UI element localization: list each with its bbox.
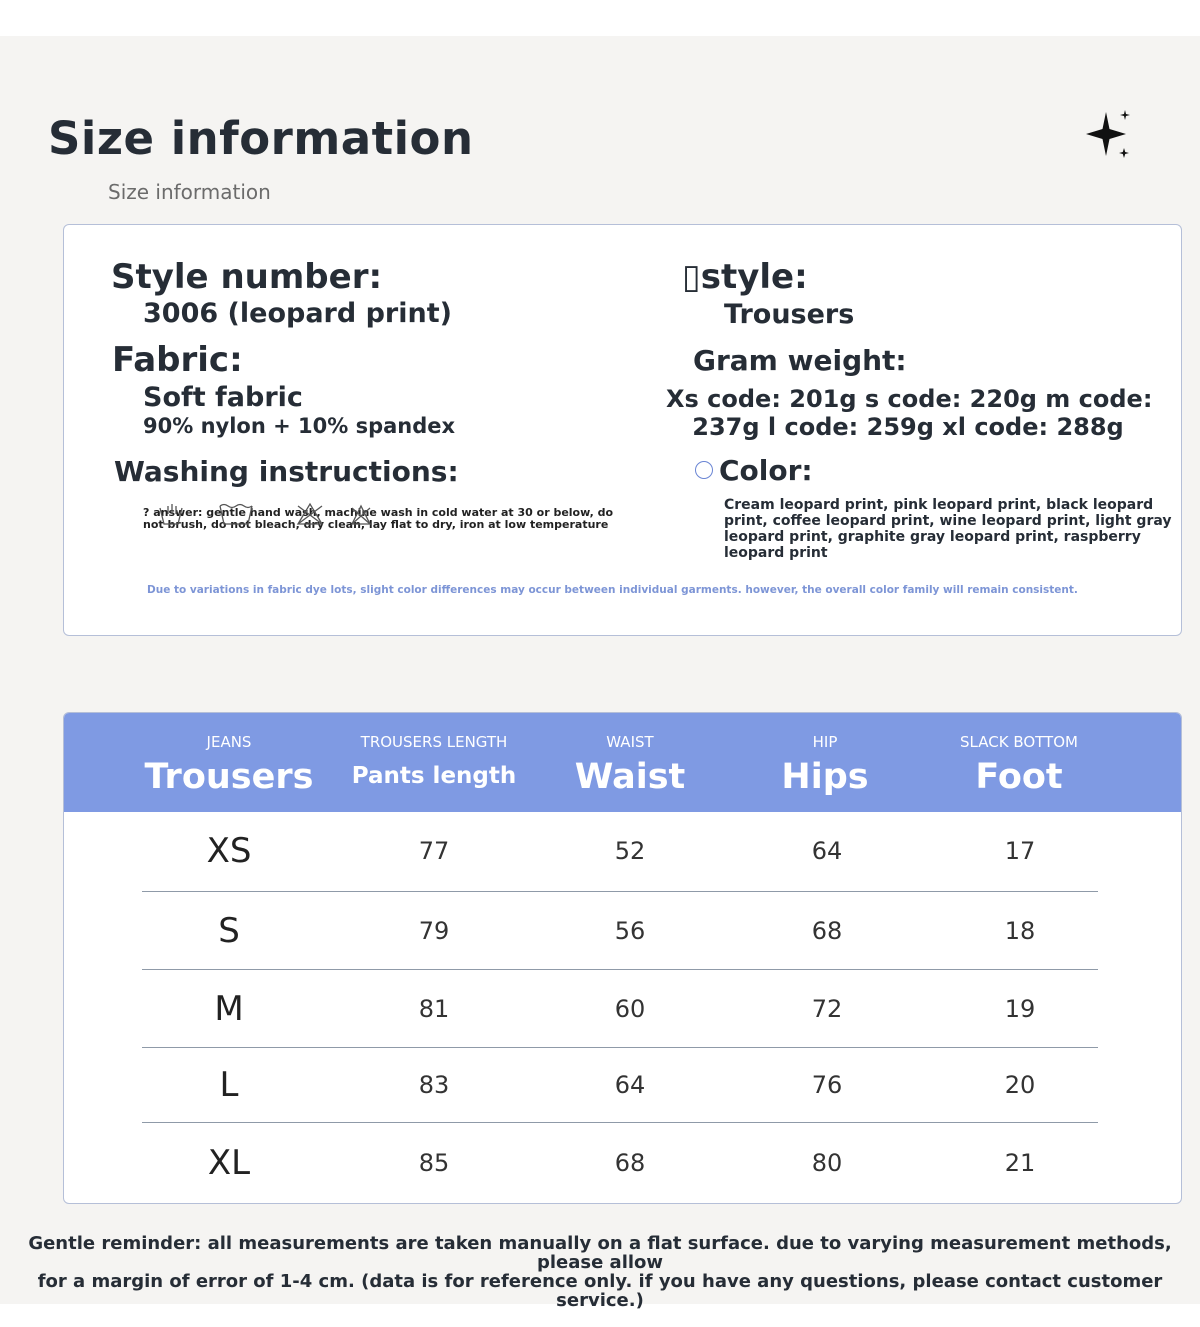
column-header-trousers	[129, 713, 329, 812]
sparkle-icon	[1080, 108, 1134, 162]
column-header-en: JEANS	[206, 733, 252, 751]
column-header-cn: Hips	[781, 757, 869, 797]
page-title: Size information	[48, 112, 474, 165]
column-header-en: TROUSERS LENGTH	[360, 733, 508, 751]
hips-cell: 72	[811, 995, 843, 1023]
fabric-label: Fabric:	[112, 340, 243, 380]
dry-clean-icon	[352, 506, 370, 524]
size-cell: M	[214, 989, 244, 1029]
size-cell: S	[218, 911, 240, 951]
reminder-line-1: Gentle reminder: all measurements are taken manually on a flat surface. due to varying measurement methods, please allow	[28, 1233, 1172, 1273]
waist-cell: 64	[614, 1071, 646, 1099]
column-header-cn: Trousers	[144, 757, 314, 797]
hips-cell: 68	[811, 917, 843, 945]
hips-cell: 80	[811, 1149, 843, 1177]
dye-lot-note: Due to variations in fabric dye lots, slight color differences may occur between individual garments. however, the overall color family will remain consistent.	[147, 584, 1078, 596]
wash-30-icon	[220, 505, 252, 525]
waist-cell: 52	[614, 837, 646, 865]
pants-length-cell: 81	[418, 995, 450, 1023]
reminder-line-2: for a margin of error of 1-4 cm. (data is for reference only. if you have any questions, please contact customer service.)	[37, 1271, 1163, 1311]
row-divider	[142, 1047, 1098, 1048]
waist-cell: 60	[614, 995, 646, 1023]
foot-cell: 17	[1004, 837, 1036, 865]
foot-cell: 21	[1004, 1149, 1036, 1177]
hand-wash-icon	[160, 504, 182, 524]
gentle-reminder	[0, 1234, 1200, 1310]
size-cell: XL	[207, 1143, 251, 1183]
column-header-en: HIP	[812, 733, 838, 751]
pants-length-cell: 79	[418, 917, 450, 945]
column-header-pants-length	[334, 713, 534, 812]
pants-length-cell: 85	[418, 1149, 450, 1177]
pants-length-cell: 83	[418, 1071, 450, 1099]
column-header-en: WAIST	[606, 733, 654, 751]
washing-symbols	[158, 500, 378, 528]
circle-icon	[695, 461, 713, 479]
column-header-en: SLACK BOTTOM	[960, 733, 1078, 751]
column-header-hips	[725, 713, 925, 812]
washing-label: Washing instructions:	[114, 455, 459, 488]
column-header-cn: Foot	[975, 757, 1063, 797]
size-cell: L	[219, 1065, 239, 1105]
fabric-value: Soft fabric	[143, 382, 303, 413]
no-bleach-icon	[298, 504, 322, 524]
row-divider	[142, 1122, 1098, 1123]
hips-cell: 64	[811, 837, 843, 865]
gram-weight-values	[666, 385, 1153, 441]
page-subtitle: Size information	[108, 180, 271, 204]
foot-cell: 20	[1004, 1071, 1036, 1099]
foot-cell: 18	[1004, 917, 1036, 945]
color-values: Cream leopard print, pink leopard print, black leopard print, coffee leopard print, wine leopard print, light gray leopard print, graphite gray leopard print, raspberry leopard print	[724, 497, 1172, 561]
size-table	[63, 712, 1182, 1204]
row-divider	[142, 891, 1098, 892]
gram-weight-line-2: 237g l code: 259g xl code: 288g	[692, 413, 1124, 441]
foot-cell: 19	[1004, 995, 1036, 1023]
size-cell: XS	[206, 831, 252, 871]
column-header-cn: Waist	[574, 757, 686, 797]
waist-cell: 56	[614, 917, 646, 945]
style-label: ▯style:	[682, 257, 808, 297]
style-number-value: 3006 (leopard print)	[143, 298, 452, 329]
column-header-cn: Pants length	[351, 763, 517, 789]
row-divider	[142, 969, 1098, 970]
color-label: Color:	[719, 454, 813, 487]
gram-weight-line-1: Xs code: 201g s code: 220g m code:	[666, 385, 1153, 413]
column-header-foot	[919, 713, 1119, 812]
fabric-composition: 90% nylon + 10% spandex	[143, 414, 456, 438]
style-number-label: Style number:	[111, 257, 383, 297]
pants-length-cell: 77	[418, 837, 450, 865]
washing-text: ? answer: gentle hand wash, machine wash in cold water at 30 or below, do not brush, do not bleach, dry clean, lay flat to dry, iron at low temperature	[143, 506, 614, 531]
waist-cell: 68	[614, 1149, 646, 1177]
size-table-header	[64, 713, 1181, 812]
gram-weight-label: Gram weight:	[693, 344, 907, 377]
column-header-waist	[530, 713, 730, 812]
hips-cell: 76	[811, 1071, 843, 1099]
style-value: Trousers	[724, 299, 855, 330]
